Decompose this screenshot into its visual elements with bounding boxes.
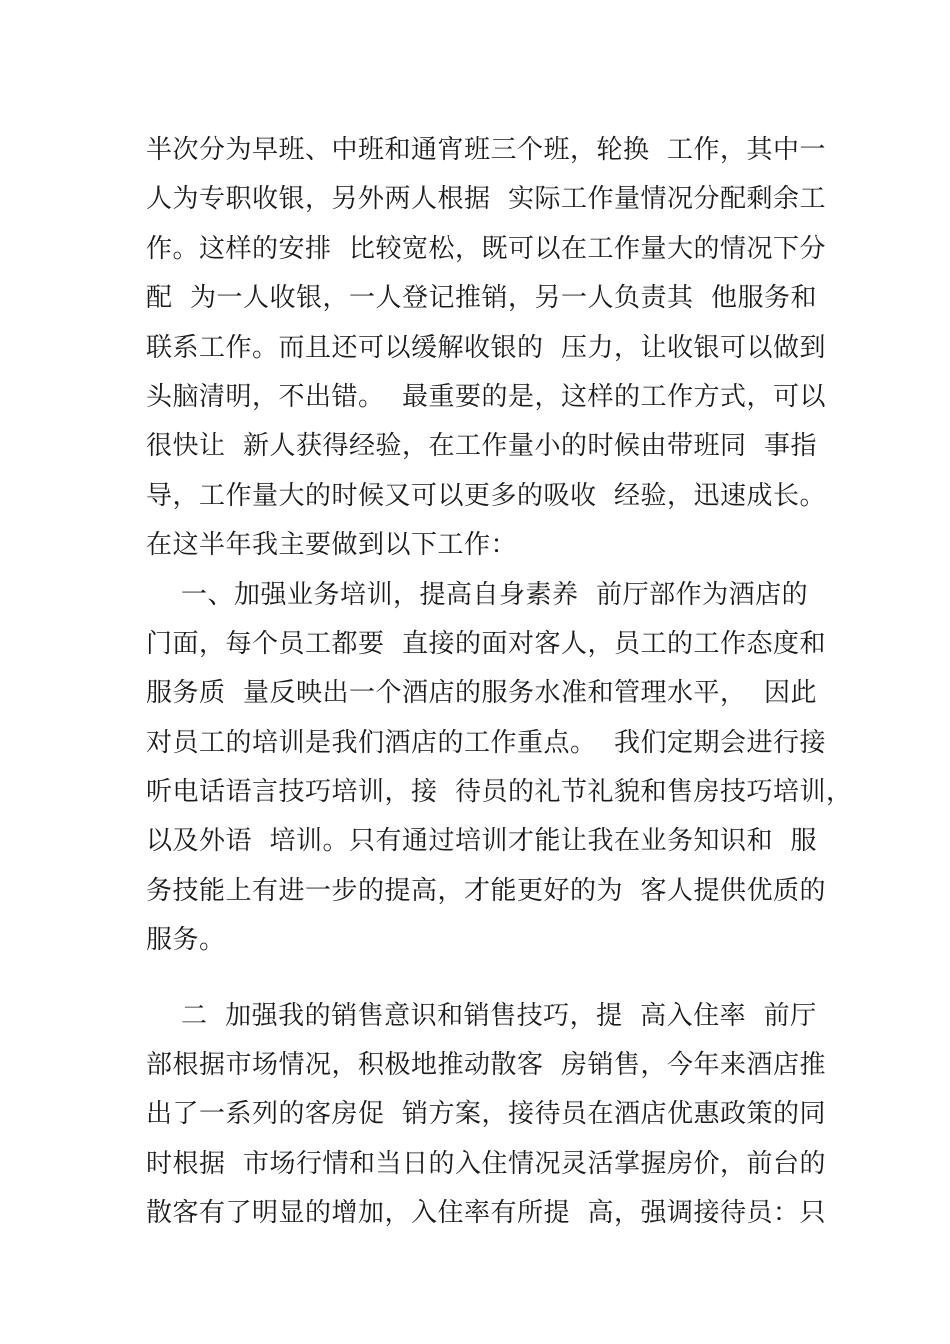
text-line: 听电话语言技巧培训，接 待员的礼节礼貌和售房技巧培训， bbox=[146, 777, 853, 808]
text-line: 二 加强我的销售意识和销售技巧，提 高入住率 前厅 bbox=[146, 1000, 817, 1031]
text-line: 很快让 新人获得经验，在工作量小的时候由带班同 事指 bbox=[146, 431, 818, 462]
text-line: 配 为一人收银，一人登记推销，另一人负责其 他服务和 bbox=[146, 283, 818, 314]
text-line: 时根据 市场行情和当日的入住情况灵活掌握房价，前台的 bbox=[146, 1148, 827, 1179]
text-line: 服务质 量反映出一个酒店的服务水准和管理水平， 因此 bbox=[146, 678, 818, 709]
text-line: 联系工作。而且还可以缓解收银的 压力，让收银可以做到 bbox=[146, 332, 827, 363]
text-line: 一、加强业务培训，提高自身素养 前厅部作为酒店的 bbox=[146, 579, 809, 610]
text-line: 部根据市场情况，积极地推动散客 房销售，今年来酒店推 bbox=[146, 1050, 827, 1081]
text-line: 人为专职收银，另外两人根据 实际工作量情况分配剩余工 bbox=[146, 184, 827, 215]
text-line: 在这半年我主要做到以下工作： bbox=[146, 530, 518, 561]
text-line: 务技能上有进一步的提高，才能更好的为 客人提供优质的 bbox=[146, 875, 827, 906]
text-line: 导，工作量大的时候又可以更多的吸收 经验，迅速成长。 bbox=[146, 480, 827, 511]
text-line: 散客有了明显的增加，入住率有所提 高，强调接待员：只 bbox=[146, 1198, 827, 1229]
paragraph-gap bbox=[146, 966, 826, 992]
body-text bbox=[146, 126, 853, 1239]
text-line: 服务。 bbox=[146, 925, 226, 956]
text-line: 出了一系列的客房促 销方案，接待员在酒店优惠政策的同 bbox=[146, 1099, 827, 1130]
text-line: 头脑清明，不出错。 最重要的是，这样的工作方式，可以 bbox=[146, 381, 827, 412]
text-line: 对员工的培训是我们酒店的工作重点。 我们定期会进行接 bbox=[146, 727, 827, 758]
text-line: 半次分为早班、中班和通宵班三个班，轮换 工作，其中一 bbox=[146, 135, 827, 165]
text-line: 作。这样的安排 比较宽松，既可以在工作量大的情况下分 bbox=[146, 233, 827, 264]
text-line: 以及外语 培训。只有通过培训才能让我在业务知识和 服 bbox=[146, 826, 818, 857]
text-line: 门面，每个员工都要 直接的面对客人，员工的工作态度和 bbox=[146, 628, 827, 659]
